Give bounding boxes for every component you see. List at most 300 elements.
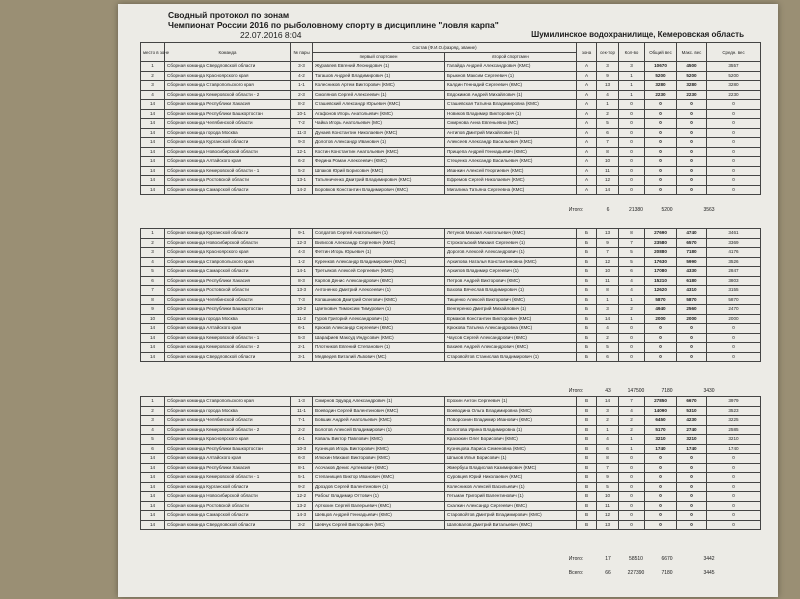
col-header-roster: Состав (Ф.И.О./разряд, звание) xyxy=(313,43,577,53)
cell-first-athlete: Вилисов Александр Сергеевич (КМС) xyxy=(313,238,445,248)
table-row xyxy=(141,147,761,157)
cell-count: 0 xyxy=(619,119,645,129)
cell-pair: 12-1 xyxy=(291,147,313,157)
cell-first-athlete: Плотников Евгений Степанович (1) xyxy=(313,343,445,353)
cell-max-weight: 1740 xyxy=(677,444,707,454)
cell-sector: 12 xyxy=(597,511,619,521)
cell-place: 3 xyxy=(141,248,165,258)
cell-team: Сборная команда Ростовской области xyxy=(165,176,291,186)
cell-first-athlete: Боровков Константин Владимирович (КМС) xyxy=(313,185,445,195)
cell-place: 5 xyxy=(141,435,165,445)
cell-count: 0 xyxy=(619,473,645,483)
cell-count: 3 xyxy=(619,62,645,72)
cell-zone: В xyxy=(577,444,597,454)
table-row xyxy=(141,62,761,72)
cell-second-athlete: Сурoвцев Юрий Николаевич (КМС) xyxy=(445,473,577,483)
cell-first-athlete: Болотов Алексей Владимирович (1) xyxy=(313,425,445,435)
cell-pair: 10-1 xyxy=(291,109,313,119)
cell-zone: Б xyxy=(577,229,597,239)
cell-first-athlete: Шевчук Сергей Викторович (МС) xyxy=(313,520,445,530)
cell-team: Сборная команда Челябинской области xyxy=(165,119,291,129)
cell-total-weight: 0 xyxy=(645,333,677,343)
cell-total-weight: 0 xyxy=(645,128,677,138)
cell-sector: 5 xyxy=(597,482,619,492)
cell-count: 1 xyxy=(619,90,645,100)
cell-count: 0 xyxy=(619,482,645,492)
cell-total-weight: 4940 xyxy=(645,305,677,315)
cell-place: 14 xyxy=(141,100,165,110)
cell-pair: 2-3 xyxy=(291,90,313,100)
col-header-second: второй спортсмен xyxy=(445,52,577,62)
cell-count: 0 xyxy=(619,138,645,148)
cell-team: Сборная команда Алтайского края xyxy=(165,157,291,167)
cell-first-athlete: Гуров Григорий Александрович (1) xyxy=(313,314,445,324)
cell-pair: 3-3 xyxy=(291,62,313,72)
cell-total-weight: 5200 xyxy=(645,71,677,81)
cell-team: Сборная команда Челябинской области xyxy=(165,295,291,305)
cell-avg-weight: 0 xyxy=(707,157,761,167)
cell-zone: А xyxy=(577,100,597,110)
cell-first-athlete: Коваль Виктор Павлович (КМС) xyxy=(313,435,445,445)
cell-second-athlete: Колесников Алексей Васильевич (1) xyxy=(445,482,577,492)
cell-total-weight: 0 xyxy=(645,463,677,473)
cell-max-weight: 5310 xyxy=(677,406,707,416)
cell-second-athlete: Тищенко Алексей Викторович (КМС) xyxy=(445,295,577,305)
cell-place: 14 xyxy=(141,463,165,473)
cell-avg-weight: 2000 xyxy=(707,314,761,324)
cell-total-weight: 0 xyxy=(645,324,677,334)
cell-second-athlete: Сташевская Татьяна Владимировна (КМС) xyxy=(445,100,577,110)
table-row xyxy=(141,138,761,148)
cell-first-athlete: Шпаков Юрий Борисович (КМС) xyxy=(313,166,445,176)
cell-avg-weight: 0 xyxy=(707,454,761,464)
col-header-place: место в зоне xyxy=(141,43,165,62)
cell-zone: В xyxy=(577,463,597,473)
cell-count: 1 xyxy=(619,71,645,81)
cell-sector: 10 xyxy=(597,492,619,502)
cell-count: 2 xyxy=(619,305,645,315)
cell-pair: 4-2 xyxy=(291,71,313,81)
cell-place: 3 xyxy=(141,416,165,426)
cell-max-weight: 0 xyxy=(677,157,707,167)
cell-second-athlete: Новиков Владимир Викторович (1) xyxy=(445,109,577,119)
cell-total-weight: 14090 xyxy=(645,406,677,416)
grand-total xyxy=(556,570,736,576)
cell-count: 0 xyxy=(619,324,645,334)
cell-team: Сборная команда Кемеровской области - 2 xyxy=(165,90,291,100)
cell-team: Сборная команда Красноярского края xyxy=(165,248,291,258)
zone-c-table xyxy=(140,396,761,530)
cell-first-athlete: Сташевский Александр Юрьевич (КМС) xyxy=(313,100,445,110)
cell-place: 14 xyxy=(141,185,165,195)
cell-team: Сборная команда Республики Башкортостан xyxy=(165,109,291,119)
cell-second-athlete: Архипов Владимир Сергеевич (1) xyxy=(445,267,577,277)
cell-place: 5 xyxy=(141,267,165,277)
cell-place: 7 xyxy=(141,286,165,296)
cell-place: 8 xyxy=(141,295,165,305)
table-row xyxy=(141,276,761,286)
cell-place: 3 xyxy=(141,81,165,91)
cell-zone: А xyxy=(577,81,597,91)
cell-place: 14 xyxy=(141,157,165,167)
cell-first-athlete: Смолянов Сергей Алексеевич (1) xyxy=(313,90,445,100)
cell-second-athlete: Иванкин Алексей Георгиевич (КМС) xyxy=(445,166,577,176)
cell-sector: 10 xyxy=(597,157,619,167)
cell-sector: 2 xyxy=(597,333,619,343)
total-total: 21380 xyxy=(629,207,643,213)
total-avg: 3442 xyxy=(703,556,715,562)
cell-team: Сборная команда города Москва xyxy=(165,128,291,138)
cell-zone: А xyxy=(577,185,597,195)
cell-place: 14 xyxy=(141,333,165,343)
cell-max-weight: 0 xyxy=(677,463,707,473)
cell-second-athlete: Архипова Наталья Константиновна (КМС) xyxy=(445,257,577,267)
cell-first-athlete: Чайка Игорь Анатольевич (МС) xyxy=(313,119,445,129)
cell-sector: 2 xyxy=(597,109,619,119)
col-header-sector: сек-тор xyxy=(597,43,619,62)
cell-team: Сборная команда Ростовской области xyxy=(165,286,291,296)
cell-team: Сборная команда Кемеровской области - 1 xyxy=(165,333,291,343)
cell-place: 14 xyxy=(141,119,165,129)
cell-total-weight: 0 xyxy=(645,185,677,195)
cell-second-athlete: Воеводина Ольга Владимировна (КМС) xyxy=(445,406,577,416)
cell-count: 0 xyxy=(619,352,645,362)
cell-count: 6 xyxy=(619,267,645,277)
cell-avg-weight: 0 xyxy=(707,166,761,176)
cell-avg-weight: 0 xyxy=(707,185,761,195)
cell-avg-weight: 2585 xyxy=(707,425,761,435)
cell-first-athlete: Солдатов Сергей Анатольевич (1) xyxy=(313,229,445,239)
cell-first-athlete: Артюхин Сергей Валерьевич (КМС) xyxy=(313,501,445,511)
cell-second-athlete: Красюкин Олег Борисович (КМС) xyxy=(445,435,577,445)
table-row xyxy=(141,343,761,353)
cell-first-athlete: Дунаев Константин Николаевич (КМС) xyxy=(313,128,445,138)
cell-team: Сборная команда Алтайского края xyxy=(165,324,291,334)
cell-max-weight: 0 xyxy=(677,147,707,157)
cell-second-athlete: Старовойтов Дмитрий Владимирович (КМС) xyxy=(445,511,577,521)
total-max: 5200 xyxy=(661,207,673,213)
cell-first-athlete: Фетгин Игорь Юрьевич (1) xyxy=(313,248,445,258)
cell-max-weight: 5990 xyxy=(677,257,707,267)
cell-total-weight: 17080 xyxy=(645,267,677,277)
cell-zone: А xyxy=(577,147,597,157)
cell-zone: В xyxy=(577,454,597,464)
cell-second-athlete: Евдокимов Андрей Михайлович (1) xyxy=(445,90,577,100)
table-row xyxy=(141,333,761,343)
cell-max-weight: 0 xyxy=(677,482,707,492)
cell-pair: 14-1 xyxy=(291,267,313,277)
cell-zone: Б xyxy=(577,324,597,334)
cell-zone: В xyxy=(577,501,597,511)
cell-total-weight: 2230 xyxy=(645,90,677,100)
cell-team: Сборная команда города Москва xyxy=(165,406,291,416)
cell-pair: 8-1 xyxy=(291,463,313,473)
cell-total-weight: 3210 xyxy=(645,435,677,445)
table-row xyxy=(141,501,761,511)
cell-total-weight: 2000 xyxy=(645,314,677,324)
col-header-zone: зона xyxy=(577,43,597,62)
cell-team: Сборная команда Республики Хакасия xyxy=(165,100,291,110)
cell-count: 5 xyxy=(619,248,645,258)
cell-team: Сборная команда Республики Хакасия xyxy=(165,463,291,473)
cell-second-athlete: Поворознин Владимир Иванович (КМС) xyxy=(445,416,577,426)
cell-zone: В xyxy=(577,492,597,502)
col-header-count: Кол-во xyxy=(619,43,645,62)
cell-avg-weight: 5870 xyxy=(707,295,761,305)
cell-second-athlete: Антипов Дмитрий Михайлович (1) xyxy=(445,128,577,138)
cell-team: Сборная команда Курганской области xyxy=(165,229,291,239)
cell-place: 14 xyxy=(141,501,165,511)
cell-first-athlete: Костин Константин Анатольевич (КМС) xyxy=(313,147,445,157)
protocol-datetime: 22.07.2016 8:04 xyxy=(240,30,302,40)
cell-first-athlete: Долотов Александр Иванович (1) xyxy=(313,138,445,148)
cell-pair: 7-1 xyxy=(291,416,313,426)
cell-team: Сборная команда Кемеровской области - 2 xyxy=(165,343,291,353)
cell-count: 0 xyxy=(619,109,645,119)
cell-zone: Б xyxy=(577,314,597,324)
cell-team: Сборная команда Ставропольского края xyxy=(165,257,291,267)
cell-max-weight: 0 xyxy=(677,454,707,464)
cell-second-athlete: Скалкин Александр Сергеевич (КМС) xyxy=(445,501,577,511)
cell-place: 14 xyxy=(141,128,165,138)
cell-pair: 3-2 xyxy=(291,520,313,530)
cell-max-weight: 4330 xyxy=(677,267,707,277)
cell-zone: Б xyxy=(577,352,597,362)
cell-place: 9 xyxy=(141,305,165,315)
table-row xyxy=(141,229,761,239)
cell-avg-weight: 2230 xyxy=(707,90,761,100)
cell-total-weight: 0 xyxy=(645,138,677,148)
cell-total-weight: 27690 xyxy=(645,229,677,239)
cell-avg-weight: 0 xyxy=(707,343,761,353)
table-row xyxy=(141,520,761,530)
cell-place: 14 xyxy=(141,482,165,492)
cell-second-athlete: Калдин Геннадий Сергеевич (КМС) xyxy=(445,81,577,91)
cell-max-weight: 4310 xyxy=(677,286,707,296)
cell-pair: 6-1 xyxy=(291,324,313,334)
cell-max-weight: 0 xyxy=(677,492,707,502)
cell-second-athlete: Гетьман Григорий Валентинович (1) xyxy=(445,492,577,502)
cell-pair: 12-3 xyxy=(291,238,313,248)
total-max: 7180 xyxy=(661,388,673,394)
cell-count: 1 xyxy=(619,295,645,305)
cell-zone: Б xyxy=(577,257,597,267)
cell-team: Сборная команда Свердловской области xyxy=(165,352,291,362)
cell-team: Сборная команда Республики Башкортостан xyxy=(165,305,291,315)
cell-max-weight: 5200 xyxy=(677,71,707,81)
cell-pair: 1-3 xyxy=(291,397,313,407)
table-row xyxy=(141,314,761,324)
cell-max-weight: 0 xyxy=(677,324,707,334)
cell-count: 2 xyxy=(619,425,645,435)
cell-place: 2 xyxy=(141,406,165,416)
cell-count: 0 xyxy=(619,157,645,167)
cell-avg-weight: 0 xyxy=(707,352,761,362)
cell-sector: 14 xyxy=(597,397,619,407)
zone-a-table xyxy=(140,42,761,195)
cell-first-athlete: Колесников Артем Викторович (КМС) xyxy=(313,81,445,91)
cell-first-athlete: Шевцов Андрей Геннадьевич (КМС) xyxy=(313,511,445,521)
cell-count: 0 xyxy=(619,100,645,110)
cell-second-athlete: Прищепа Андрей Геннадьевич (КМС) xyxy=(445,147,577,157)
cell-count: 0 xyxy=(619,147,645,157)
cell-first-athlete: Цветкович Тимоксим Тимурович (1) xyxy=(313,305,445,315)
total-label: Итого: xyxy=(568,207,584,213)
cell-total-weight: 12620 xyxy=(645,286,677,296)
cell-avg-weight: 0 xyxy=(707,100,761,110)
cell-avg-weight: 3155 xyxy=(707,286,761,296)
cell-sector: 13 xyxy=(597,520,619,530)
total-max: 7180 xyxy=(661,570,673,576)
cell-sector: 7 xyxy=(597,248,619,258)
cell-max-weight: 7180 xyxy=(677,248,707,258)
protocol-header xyxy=(168,10,499,40)
cell-max-weight: 6670 xyxy=(677,397,707,407)
cell-first-athlete: Куренков Александр Владимирович (КМС) xyxy=(313,257,445,267)
cell-count: 0 xyxy=(619,463,645,473)
cell-second-athlete: Ефремов Сергей Николаевич (КМС) xyxy=(445,176,577,186)
cell-max-weight: 6180 xyxy=(677,276,707,286)
cell-pair: 8-3 xyxy=(291,276,313,286)
cell-place: 14 xyxy=(141,166,165,176)
table-row xyxy=(141,109,761,119)
cell-place: 1 xyxy=(141,62,165,72)
cell-sector: 4 xyxy=(597,90,619,100)
cell-pair: 3-1 xyxy=(291,352,313,362)
cell-place: 4 xyxy=(141,425,165,435)
cell-pair: 5-1 xyxy=(291,473,313,483)
cell-sector: 12 xyxy=(597,176,619,186)
cell-zone: А xyxy=(577,176,597,186)
cell-avg-weight: 3523 xyxy=(707,406,761,416)
cell-avg-weight: 0 xyxy=(707,501,761,511)
cell-count: 0 xyxy=(619,454,645,464)
cell-count: 4 xyxy=(619,286,645,296)
table-header-row xyxy=(141,43,761,53)
table-row xyxy=(141,511,761,521)
total-count: 6 xyxy=(606,207,610,213)
cell-pair: 11-3 xyxy=(291,128,313,138)
cell-first-athlete: Агафонов Игорь Анатольевич (КМС) xyxy=(313,109,445,119)
cell-second-athlete: Болотова Ирина Владимировна (1) xyxy=(445,425,577,435)
cell-avg-weight: 0 xyxy=(707,147,761,157)
protocol-venue: Шумилинское водохранилище, Кемеровская область xyxy=(531,30,744,39)
cell-zone: В xyxy=(577,482,597,492)
cell-pair: 11-2 xyxy=(291,314,313,324)
cell-second-athlete: Бахиев Андрей Александрович (КМС) xyxy=(445,343,577,353)
cell-first-athlete: Кузнецов Игорь Викторович (КМС) xyxy=(313,444,445,454)
cell-pair: 13-2 xyxy=(291,501,313,511)
total-avg: 3445 xyxy=(703,570,715,576)
col-header-pair: № пары xyxy=(291,43,313,62)
cell-first-athlete: Антоненко Дмитрий Алексеевич (1) xyxy=(313,286,445,296)
cell-place: 14 xyxy=(141,138,165,148)
cell-zone: Б xyxy=(577,238,597,248)
table-row xyxy=(141,463,761,473)
cell-total-weight: 15210 xyxy=(645,276,677,286)
cell-place: 14 xyxy=(141,511,165,521)
cell-first-athlete: Воеводин Сергей Валентинович (КМС) xyxy=(313,406,445,416)
total-label: Всего: xyxy=(568,570,584,576)
cell-place: 10 xyxy=(141,314,165,324)
cell-pair: 2-2 xyxy=(291,425,313,435)
cell-first-athlete: Дроздов Сергей Валентинович (1) xyxy=(313,482,445,492)
cell-sector: 13 xyxy=(597,229,619,239)
cell-team: Сборная команда Ставропольского края xyxy=(165,397,291,407)
cell-zone: А xyxy=(577,71,597,81)
cell-first-athlete: Смирнов Эдуард Александрович (1) xyxy=(313,397,445,407)
table-row xyxy=(141,416,761,426)
table-row xyxy=(141,81,761,91)
cell-count: 8 xyxy=(619,229,645,239)
cell-team: Сборная команда Кемеровской области - 2 xyxy=(165,425,291,435)
cell-team: Сборная команда Самарской области xyxy=(165,185,291,195)
cell-team: Сборная команда Челябинской области xyxy=(165,416,291,426)
cell-max-weight: 2740 xyxy=(677,425,707,435)
cell-max-weight: 0 xyxy=(677,109,707,119)
cell-avg-weight: 3280 xyxy=(707,81,761,91)
cell-max-weight: 3280 xyxy=(677,81,707,91)
cell-avg-weight: 3461 xyxy=(707,229,761,239)
cell-team: Сборная команда Республики Хакасия xyxy=(165,276,291,286)
cell-sector: 2 xyxy=(597,416,619,426)
cell-avg-weight: 0 xyxy=(707,119,761,129)
cell-place: 14 xyxy=(141,109,165,119)
cell-place: 4 xyxy=(141,90,165,100)
cell-avg-weight: 0 xyxy=(707,520,761,530)
cell-total-weight: 0 xyxy=(645,100,677,110)
cell-pair: 14-2 xyxy=(291,185,313,195)
cell-zone: Б xyxy=(577,305,597,315)
cell-count: 1 xyxy=(619,314,645,324)
cell-avg-weight: 3210 xyxy=(707,435,761,445)
cell-pair: 5-3 xyxy=(291,333,313,343)
cell-total-weight: 0 xyxy=(645,147,677,157)
cell-count: 0 xyxy=(619,511,645,521)
cell-total-weight: 0 xyxy=(645,352,677,362)
cell-pair: 1-1 xyxy=(291,81,313,91)
cell-pair: 6-2 xyxy=(291,157,313,167)
table-row xyxy=(141,473,761,483)
cell-first-athlete: Шарафиев Максуд Индусович (КМС) xyxy=(313,333,445,343)
cell-sector: 9 xyxy=(597,238,619,248)
cell-avg-weight: 0 xyxy=(707,138,761,148)
cell-first-athlete: Бовшик Андрей Анатольевич (КМС) xyxy=(313,416,445,426)
cell-total-weight: 1740 xyxy=(645,444,677,454)
cell-first-athlete: Рабоьт Владимир Оттович (1) xyxy=(313,492,445,502)
cell-total-weight: 5870 xyxy=(645,295,677,305)
total-count: 17 xyxy=(605,556,611,562)
cell-avg-weight: 2847 xyxy=(707,267,761,277)
table-row xyxy=(141,157,761,167)
cell-place: 14 xyxy=(141,176,165,186)
cell-place: 14 xyxy=(141,324,165,334)
cell-max-weight: 2560 xyxy=(677,305,707,315)
cell-sector: 9 xyxy=(597,473,619,483)
cell-pair: 9-3 xyxy=(291,138,313,148)
col-header-total: Общий вес xyxy=(645,43,677,62)
cell-max-weight: 0 xyxy=(677,501,707,511)
col-header-first: первый спортсмен xyxy=(313,52,445,62)
cell-max-weight: 0 xyxy=(677,138,707,148)
cell-zone: А xyxy=(577,62,597,72)
table-row xyxy=(141,454,761,464)
cell-avg-weight: 3803 xyxy=(707,276,761,286)
cell-pair: 6-3 xyxy=(291,454,313,464)
cell-sector: 9 xyxy=(597,71,619,81)
cell-sector: 1 xyxy=(597,100,619,110)
cell-total-weight: 0 xyxy=(645,482,677,492)
